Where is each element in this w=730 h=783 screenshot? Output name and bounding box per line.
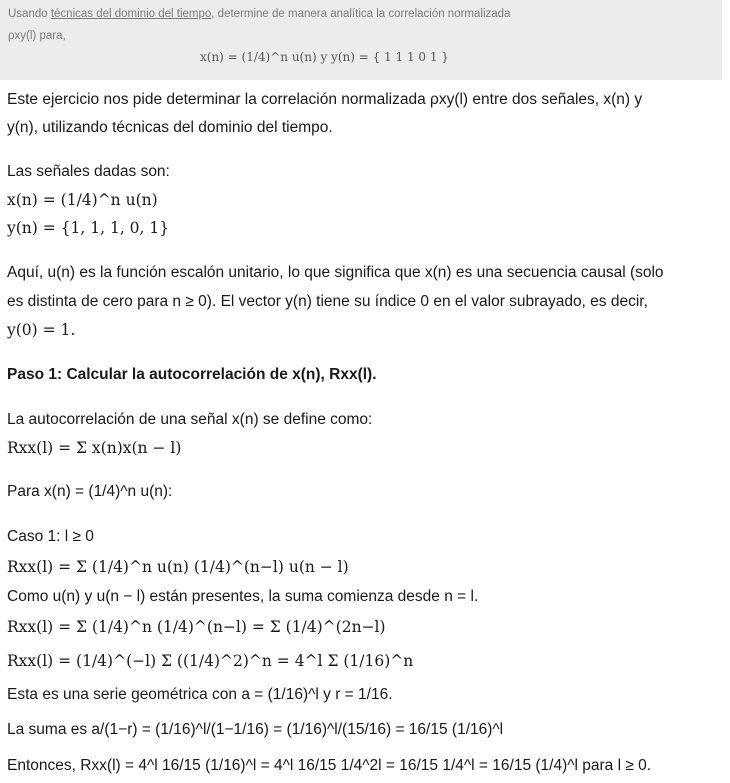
equation-case1-2: Rxx(l) = Σ (1/4)^n (1/4)^(n−l) = Σ (1/4)^(2n−l) [7,618,386,636]
equation-case1-1: Rxx(l) = Σ (1/4)^n u(n) (1/4)^(n−l) u(n − l) [7,558,349,576]
problem-line-2: ρxy(l) para, [8,30,66,42]
problem-line-1: Usando técnicas del dominio del tiempo, determine de manera analítica la correlación normalizada [8,8,511,20]
paragraph-result: Entonces, Rxx(l) = 4^l 16/15 (1/16)^l = 4^l 16/15 1/4^2l = 16/15 1/4^l = 16/15 (1/4)^l para l ≥ 0. [7,757,652,774]
step1-heading: Paso 1: Calcular la autocorrelación de x(n), Rxx(l). [7,366,377,383]
equation-x: x(n) = (1/4)^n u(n) [7,191,158,209]
paragraph-intro-2: y(n), utilizando técnicas del dominio del tiempo. [7,119,333,136]
equation-y: y(n) = {1, 1, 1, 0, 1} [7,219,170,237]
equation-case1-3: Rxx(l) = (1/4)^(−l) Σ ((1/4)^2)^n = 4^l Σ (1/16)^n [7,652,414,670]
problem-link: técnicas del dominio del tiempo [50,8,212,20]
problem-equation: x(n) = (1/4)^n u(n) y y(n) = { 1 1 1 0 1 } [200,50,449,64]
equation-autocorr-def: Rxx(l) = Σ x(n)x(n − l) [7,439,182,457]
paragraph-for-x: Para x(n) = (1/4)^n u(n): [7,483,173,500]
paragraph-explain-2: es distinta de cero para n ≥ 0). El vector y(n) tiene su índice 0 en el valor subrayado, es decir, [7,293,648,310]
paragraph-geometric: Esta es una serie geométrica con a = (1/16)^l y r = 1/16. [7,686,393,703]
paragraph-sum-start: Como u(n) y u(n − l) están presentes, la suma comienza desde n = l. [7,588,479,605]
problem-statement-image [0,0,722,80]
paragraph-given: Las señales dadas son: [7,163,170,180]
paragraph-sum: La suma es a/(1−r) = (1/16)^l/(1−1/16) = (1/16)^l/(15/16) = 16/15 (1/16)^l [7,721,504,738]
paragraph-autocorr-def: La autocorrelación de una señal x(n) se define como: [7,411,373,428]
paragraph-explain-3: y(0) = 1. [7,321,76,339]
case1-heading: Caso 1: l ≥ 0 [7,528,94,545]
paragraph-explain-1: Aquí, u(n) es la función escalón unitario, lo que significa que x(n) es una secuencia causal (solo [7,264,664,281]
paragraph-intro-1: Este ejercicio nos pide determinar la correlación normalizada ρxy(l) entre dos señales, x(n) y [7,91,643,108]
